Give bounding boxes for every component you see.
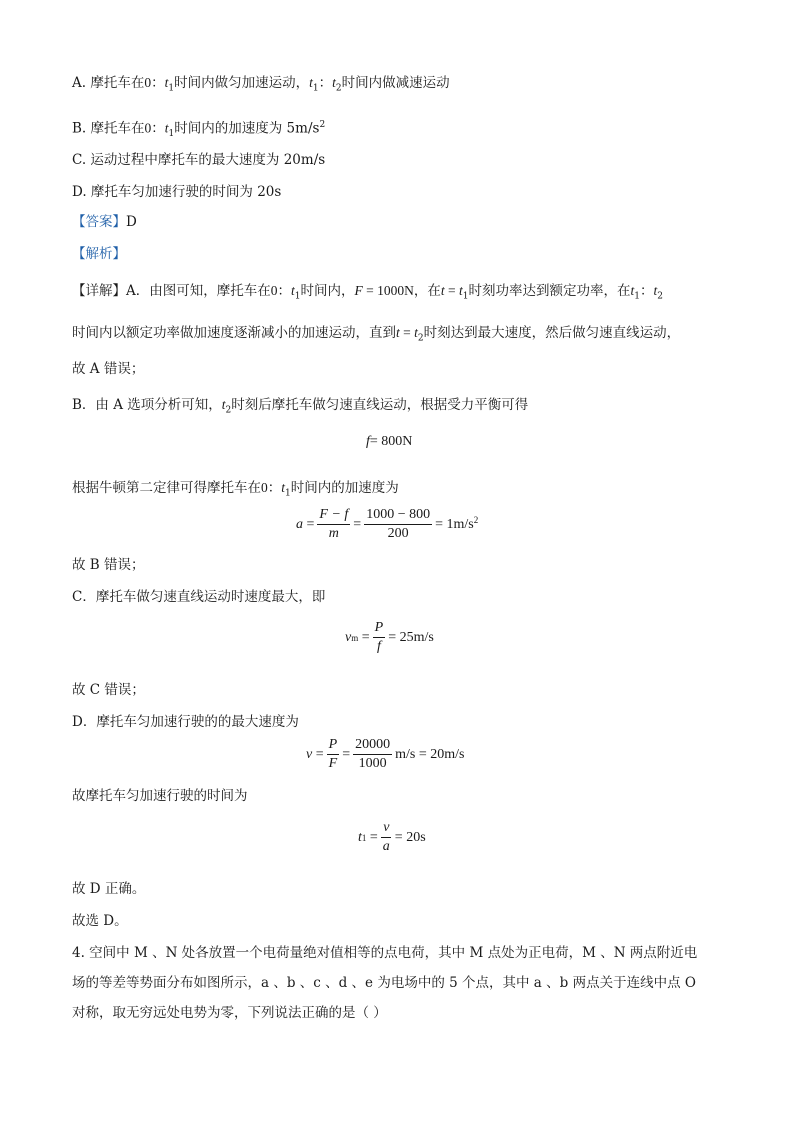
detail-line-8: 故 C 错误； [72, 682, 145, 698]
equation-max-velocity [345, 620, 434, 655]
math-var: t [281, 480, 286, 495]
answer-line [72, 213, 137, 231]
analysis-tag: 【解析】 [72, 246, 126, 262]
math-var: t [221, 397, 226, 412]
math-var: t [653, 283, 658, 298]
fraction-denominator: 1000 [358, 756, 387, 771]
option-a-text-post: 时间内做减速运动 [341, 75, 450, 91]
fraction-denominator: f [376, 639, 381, 654]
math-var: t [440, 283, 445, 298]
math-text: = [399, 325, 415, 340]
detail-text: 时间内以额定功率做加速度逐渐减小的加速运动，直到 [72, 325, 396, 341]
option-a-text: A. 摩托车在 [72, 75, 145, 91]
detail-line-6: 故 B 错误； [72, 557, 145, 573]
detail-line-2 [72, 324, 680, 348]
equation-time [358, 820, 426, 855]
detail-text: B．由 A 选项分析可知， [72, 397, 222, 413]
eq-result: = 25m/s [388, 629, 434, 645]
answer-value: D [126, 214, 137, 230]
math-var: t [414, 325, 418, 340]
option-a [72, 74, 450, 98]
math-sub: 2 [657, 291, 664, 302]
answer-tag: 【答案】 [72, 214, 126, 230]
eq-equals: = [342, 746, 351, 762]
math-text: 0： [261, 480, 282, 495]
fraction-denominator: 200 [387, 526, 409, 541]
math-sub: 1 [285, 488, 291, 499]
option-b-text-post: 时间内的加速度为 5m/s [174, 120, 320, 137]
math-var: t [332, 75, 336, 90]
math-sub: 1 [294, 291, 301, 302]
math-sub: m [351, 633, 359, 643]
math-text: ： [640, 283, 654, 298]
detail-text: 时间内的加速度为 [290, 480, 399, 496]
eq-result: = 1m/s [435, 516, 474, 532]
fraction-denominator: F [328, 756, 338, 771]
eq-lhs: v [306, 746, 313, 762]
eq-lhs: a [296, 516, 303, 532]
eq-equals: = [366, 829, 378, 845]
fraction-numerator: F − f [317, 507, 350, 525]
eq-equals: = [358, 629, 370, 645]
eq-result: = 20s [394, 829, 426, 845]
detail-line-1 [72, 282, 663, 306]
math-text: ： [318, 75, 333, 90]
option-a-text-mid: 时间内做匀加速运动， [174, 75, 310, 91]
eq-equals: = [312, 746, 324, 762]
math-var: t [309, 75, 313, 90]
detail-line-11: 故 D 正确。 [72, 881, 146, 897]
detail-line-10: 故摩托车匀加速行驶的时间为 [72, 788, 248, 804]
fraction [317, 507, 350, 542]
detail-text: ，在 [413, 283, 441, 299]
eq-lhs: t [358, 829, 362, 845]
math-var: t [396, 325, 400, 340]
math-var: t [630, 283, 635, 298]
math-sub: 1 [361, 833, 367, 843]
detail-text: 时间内， [300, 283, 355, 299]
question-4-line-1: 4. 空间中 M 、N 处各放置一个电荷量绝对值相等的点电荷，其中 M 点处为正电荷，M 、N 两点附近电 [72, 945, 698, 961]
equation-velocity [306, 737, 464, 772]
detail-line-3: 故 A 错误； [72, 361, 145, 377]
fraction-denominator: a [382, 839, 390, 854]
fraction [364, 507, 432, 542]
math-text: 0： [144, 75, 165, 90]
eq-lhs: f [366, 434, 370, 449]
question-4-line-3: 对称，取无穷远处电势为零，下列说法正确的是（ ） [72, 1005, 387, 1021]
eq-equals: = [353, 516, 362, 532]
math-sub: 2 [417, 333, 424, 344]
option-d: D. 摩托车匀加速行驶的时间为 20s [72, 184, 282, 200]
fraction [327, 737, 340, 772]
math-text: 0： [144, 120, 165, 136]
detail-text: 时刻后摩托车做匀速直线运动，根据受力平衡可得 [231, 397, 529, 413]
eq-equals: = [303, 516, 315, 532]
equation-acceleration [296, 507, 478, 542]
math-text: = [444, 283, 460, 298]
option-c: C. 运动过程中摩托车的最大速度为 20m/s [72, 152, 326, 168]
math-sub: 1 [634, 291, 641, 302]
detail-line-12: 故选 D。 [72, 913, 128, 929]
detail-line-5 [72, 479, 399, 503]
detail-line-4 [72, 396, 528, 420]
math-sub: 2 [335, 83, 342, 94]
math-sub: 2 [225, 405, 232, 416]
eq-rhs: = 800N [369, 434, 413, 449]
detail-text: 根据牛顿第二定律可得摩托车在 [72, 480, 261, 496]
eq-result: m/s = 20m/s [395, 746, 465, 762]
eq-lhs: v [345, 629, 352, 645]
option-b-text: B. 摩托车在 [72, 120, 145, 137]
option-b [72, 116, 325, 143]
equation-friction [366, 434, 412, 450]
math-var: t [291, 283, 295, 298]
fraction-denominator: m [328, 526, 339, 541]
fraction [381, 820, 392, 855]
fraction-numerator: 1000 − 800 [364, 507, 432, 525]
math-sup: 2 [473, 515, 479, 525]
math-var: t [164, 120, 169, 136]
fraction-numerator: v [381, 820, 391, 838]
math-sub: 1 [168, 129, 175, 140]
math-sup: 2 [319, 120, 326, 130]
detail-text: 时刻功率达到额定功率，在 [468, 283, 631, 299]
math-var: F [354, 283, 363, 298]
detail-text: 时刻达到最大速度，然后做匀速直线运动， [423, 325, 681, 341]
fraction [353, 737, 392, 772]
math-sub: 1 [312, 83, 319, 94]
detail-line-7: C．摩托车做匀速直线运动时速度最大，即 [72, 589, 326, 605]
fraction-numerator: P [327, 737, 340, 755]
question-4-line-2: 场的等差等势面分布如图所示，a 、b 、c 、d 、e 为电场中的 5 个点，其中 a 、b 两点关于连线中点 O [72, 975, 696, 991]
math-sub: 1 [168, 83, 175, 94]
math-text: = 1000N [362, 283, 414, 298]
fraction [373, 620, 386, 655]
fraction-numerator: P [373, 620, 386, 638]
math-sub: 1 [462, 291, 469, 302]
detail-text: 【详解】A．由图可知，摩托车在 [72, 283, 271, 299]
detail-line-9: D．摩托车匀加速行驶的的最大速度为 [72, 714, 299, 730]
math-text: 0： [270, 283, 291, 298]
fraction-numerator: 20000 [353, 737, 392, 755]
math-var: t [459, 283, 463, 298]
math-var: t [164, 75, 169, 90]
